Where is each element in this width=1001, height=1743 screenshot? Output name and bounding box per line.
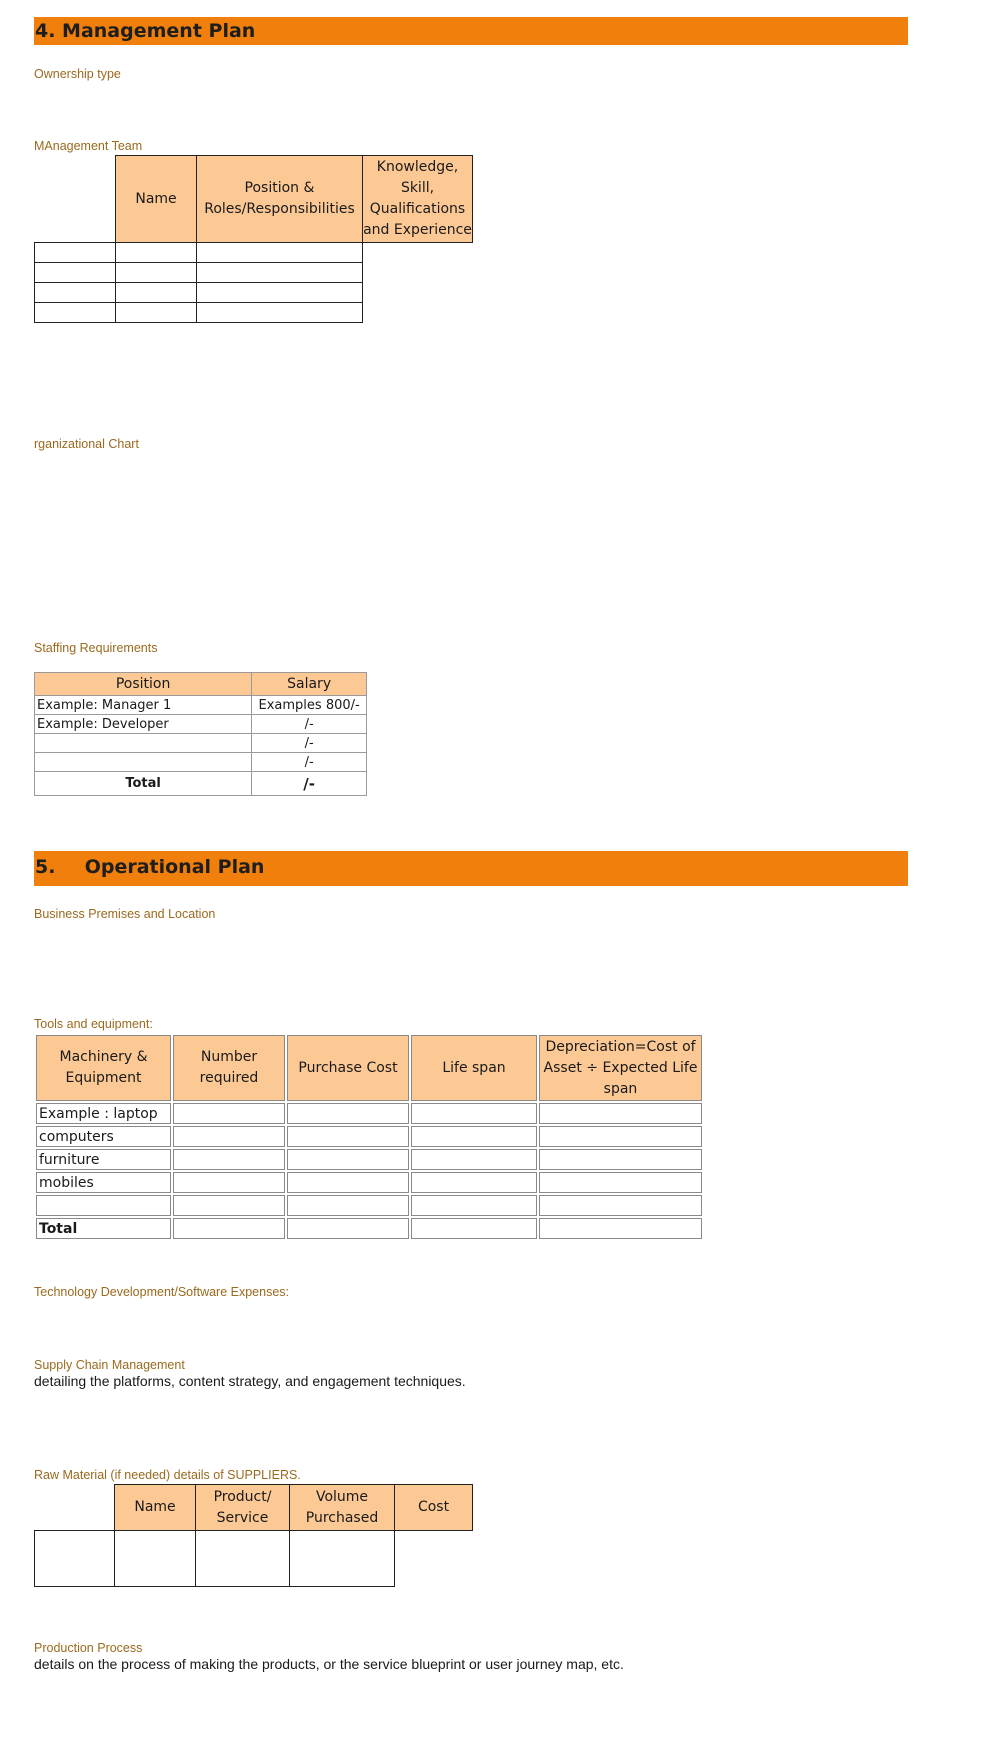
equipment-cell[interactable] <box>36 1195 171 1216</box>
table-cell[interactable] <box>173 1103 285 1124</box>
table-cell[interactable] <box>173 1218 285 1239</box>
table-row <box>36 1195 702 1216</box>
table-cell[interactable] <box>411 1126 537 1147</box>
table-cell[interactable] <box>35 263 116 283</box>
table-row <box>35 243 473 263</box>
total-row <box>35 772 367 796</box>
section-4-title: 4. Management Plan <box>35 20 256 42</box>
table-cell[interactable] <box>197 263 363 283</box>
table-cell[interactable] <box>411 1172 537 1193</box>
production-process-text: details on the process of making the products, or the service blueprint or user journey map, etc. <box>34 1656 624 1672</box>
table-cell[interactable] <box>35 1531 115 1587</box>
table-cell[interactable] <box>173 1195 285 1216</box>
table-cell[interactable] <box>116 303 197 323</box>
salary-cell[interactable]: /- <box>252 734 367 753</box>
table-row <box>36 1149 702 1170</box>
table-cell[interactable] <box>35 303 116 323</box>
table-cell[interactable] <box>539 1172 702 1193</box>
total-label: Total <box>36 1218 171 1239</box>
table-cell[interactable] <box>411 1195 537 1216</box>
table-row <box>35 734 367 753</box>
section-5-number: 5. <box>35 856 56 878</box>
raw-material-label: Raw Material (if needed) details of SUPPLIERS. <box>34 1468 301 1482</box>
header-depreciation: Depreciation=Cost of Asset ÷ Expected Life span <box>539 1035 702 1101</box>
table-cell[interactable] <box>539 1195 702 1216</box>
table-cell[interactable] <box>35 243 116 263</box>
production-process-label: Production Process <box>34 1641 143 1655</box>
table-cell[interactable] <box>287 1149 409 1170</box>
salary-cell[interactable]: /- <box>252 715 367 734</box>
table-cell[interactable] <box>539 1218 702 1239</box>
table-cell[interactable] <box>197 303 363 323</box>
salary-cell[interactable]: Examples 800/- <box>252 696 367 715</box>
table-cell[interactable] <box>539 1149 702 1170</box>
position-cell[interactable]: Example: Developer <box>35 715 252 734</box>
table-cell[interactable] <box>197 283 363 303</box>
table-row <box>35 263 473 283</box>
header-name: Name <box>115 1485 196 1531</box>
management-team-label: MAnagement Team <box>34 139 143 153</box>
table-row <box>35 283 473 303</box>
table-cell[interactable] <box>287 1103 409 1124</box>
tools-equipment-label: Tools and equipment: <box>34 1017 153 1031</box>
header-cost: Cost <box>395 1485 473 1531</box>
header-position: Position <box>35 673 252 696</box>
table-row <box>35 1531 473 1587</box>
table-cell[interactable] <box>116 283 197 303</box>
section-5-title: Operational Plan <box>84 856 265 878</box>
table-cell[interactable] <box>115 1531 196 1587</box>
header-life-span: Life span <box>411 1035 537 1101</box>
equipment-cell[interactable]: computers <box>36 1126 171 1147</box>
section-4-header <box>34 17 908 45</box>
table-row <box>35 715 367 734</box>
total-label: Total <box>35 772 252 796</box>
staffing-table <box>34 672 367 796</box>
table-cell[interactable] <box>197 243 363 263</box>
table-row <box>36 1126 702 1147</box>
table-row <box>35 696 367 715</box>
equipment-cell[interactable]: furniture <box>36 1149 171 1170</box>
header-number-required: Number required <box>173 1035 285 1101</box>
equipment-cell[interactable]: mobiles <box>36 1172 171 1193</box>
header-knowledge-skill: Knowledge, Skill, Qualifications and Experience <box>363 156 473 243</box>
table-corner <box>35 156 116 243</box>
table-row <box>35 753 367 772</box>
table-cell[interactable] <box>287 1172 409 1193</box>
total-value[interactable]: /- <box>252 772 367 796</box>
section-5-header <box>34 851 908 886</box>
position-cell[interactable] <box>35 753 252 772</box>
table-cell[interactable] <box>411 1218 537 1239</box>
table-cell[interactable] <box>35 283 116 303</box>
ownership-type-label: Ownership type <box>34 67 121 81</box>
table-cell[interactable] <box>411 1149 537 1170</box>
header-position-roles: Position & Roles/Responsibilities <box>197 156 363 243</box>
tools-equipment-table <box>34 1033 704 1241</box>
table-cell[interactable] <box>411 1103 537 1124</box>
header-machinery: Machinery & Equipment <box>36 1035 171 1101</box>
table-cell[interactable] <box>290 1531 395 1587</box>
table-cell[interactable] <box>539 1126 702 1147</box>
table-row <box>36 1103 702 1124</box>
table-cell[interactable] <box>116 243 197 263</box>
table-row <box>36 1172 702 1193</box>
table-cell[interactable] <box>287 1218 409 1239</box>
business-premises-label: Business Premises and Location <box>34 907 216 921</box>
table-cell[interactable] <box>196 1531 290 1587</box>
header-purchase-cost: Purchase Cost <box>287 1035 409 1101</box>
table-row <box>35 303 473 323</box>
supply-chain-text: detailing the platforms, content strategy, and engagement techniques. <box>34 1373 466 1389</box>
table-corner <box>35 1485 115 1531</box>
salary-cell[interactable]: /- <box>252 753 367 772</box>
table-cell[interactable] <box>287 1126 409 1147</box>
header-name: Name <box>116 156 197 243</box>
header-salary: Salary <box>252 673 367 696</box>
table-cell[interactable] <box>173 1149 285 1170</box>
table-cell[interactable] <box>173 1172 285 1193</box>
header-product-service: Product/ Service <box>196 1485 290 1531</box>
position-cell[interactable]: Example: Manager 1 <box>35 696 252 715</box>
position-cell[interactable] <box>35 734 252 753</box>
organizational-chart-label: rganizational Chart <box>34 437 139 451</box>
table-cell[interactable] <box>173 1126 285 1147</box>
header-volume-purchased: Volume Purchased <box>290 1485 395 1531</box>
management-team-table <box>34 155 473 323</box>
raw-material-suppliers-table <box>34 1484 473 1587</box>
supply-chain-label: Supply Chain Management <box>34 1358 185 1372</box>
technology-development-label: Technology Development/Software Expenses: <box>34 1285 290 1299</box>
total-row <box>36 1218 702 1239</box>
table-cell[interactable] <box>539 1103 702 1124</box>
table-cell[interactable] <box>287 1195 409 1216</box>
staffing-requirements-label: Staffing Requirements <box>34 641 158 655</box>
table-cell[interactable] <box>116 263 197 283</box>
equipment-cell[interactable]: Example : laptop <box>36 1103 171 1124</box>
